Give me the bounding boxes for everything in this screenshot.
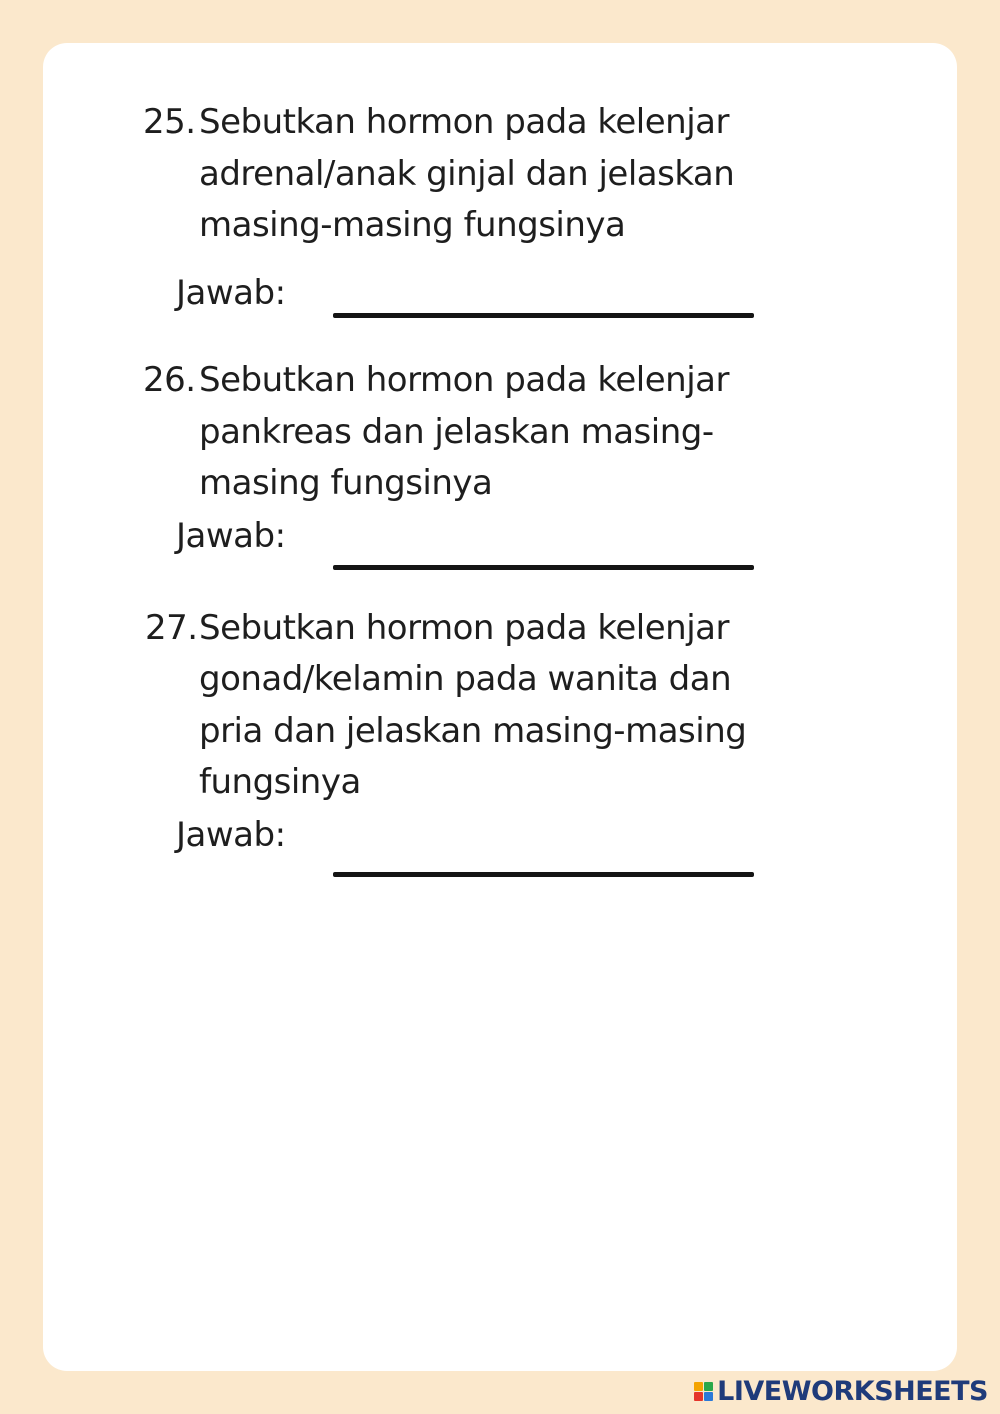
question-text-line: pria dan jelaskan masing-masing <box>199 711 747 751</box>
liveworksheets-brand <box>694 1374 988 1408</box>
logo-square <box>704 1382 713 1391</box>
question-text-line: masing fungsinya <box>199 463 493 503</box>
logo-square <box>704 1392 713 1401</box>
answer-label: Jawab: <box>176 273 286 313</box>
answer-label: Jawab: <box>176 815 286 855</box>
question-text-line: pankreas dan jelaskan masing- <box>199 412 714 452</box>
question-number: 27. <box>145 608 198 648</box>
question-text-line: Sebutkan hormon pada kelenjar <box>199 360 729 400</box>
answer-input-line[interactable] <box>333 313 754 318</box>
question-text-line: fungsinya <box>199 762 361 802</box>
question-text-line: masing-masing fungsinya <box>199 205 626 245</box>
question-text-line: Sebutkan hormon pada kelenjar <box>199 102 729 142</box>
answer-label: Jawab: <box>176 516 286 556</box>
logo-square <box>694 1392 703 1401</box>
answer-input-line[interactable] <box>333 565 754 570</box>
logo-square <box>694 1382 703 1391</box>
question-number: 26. <box>143 360 196 400</box>
question-text-line: Sebutkan hormon pada kelenjar <box>199 608 729 648</box>
question-number: 25. <box>143 102 196 142</box>
question-text-line: gonad/kelamin pada wanita dan <box>199 659 732 699</box>
brand-name: LIVEWORKSHEETS <box>717 1375 988 1407</box>
question-text-line: adrenal/anak ginjal dan jelaskan <box>199 154 735 194</box>
liveworksheets-logo-icon <box>694 1382 713 1401</box>
answer-input-line[interactable] <box>333 872 754 877</box>
